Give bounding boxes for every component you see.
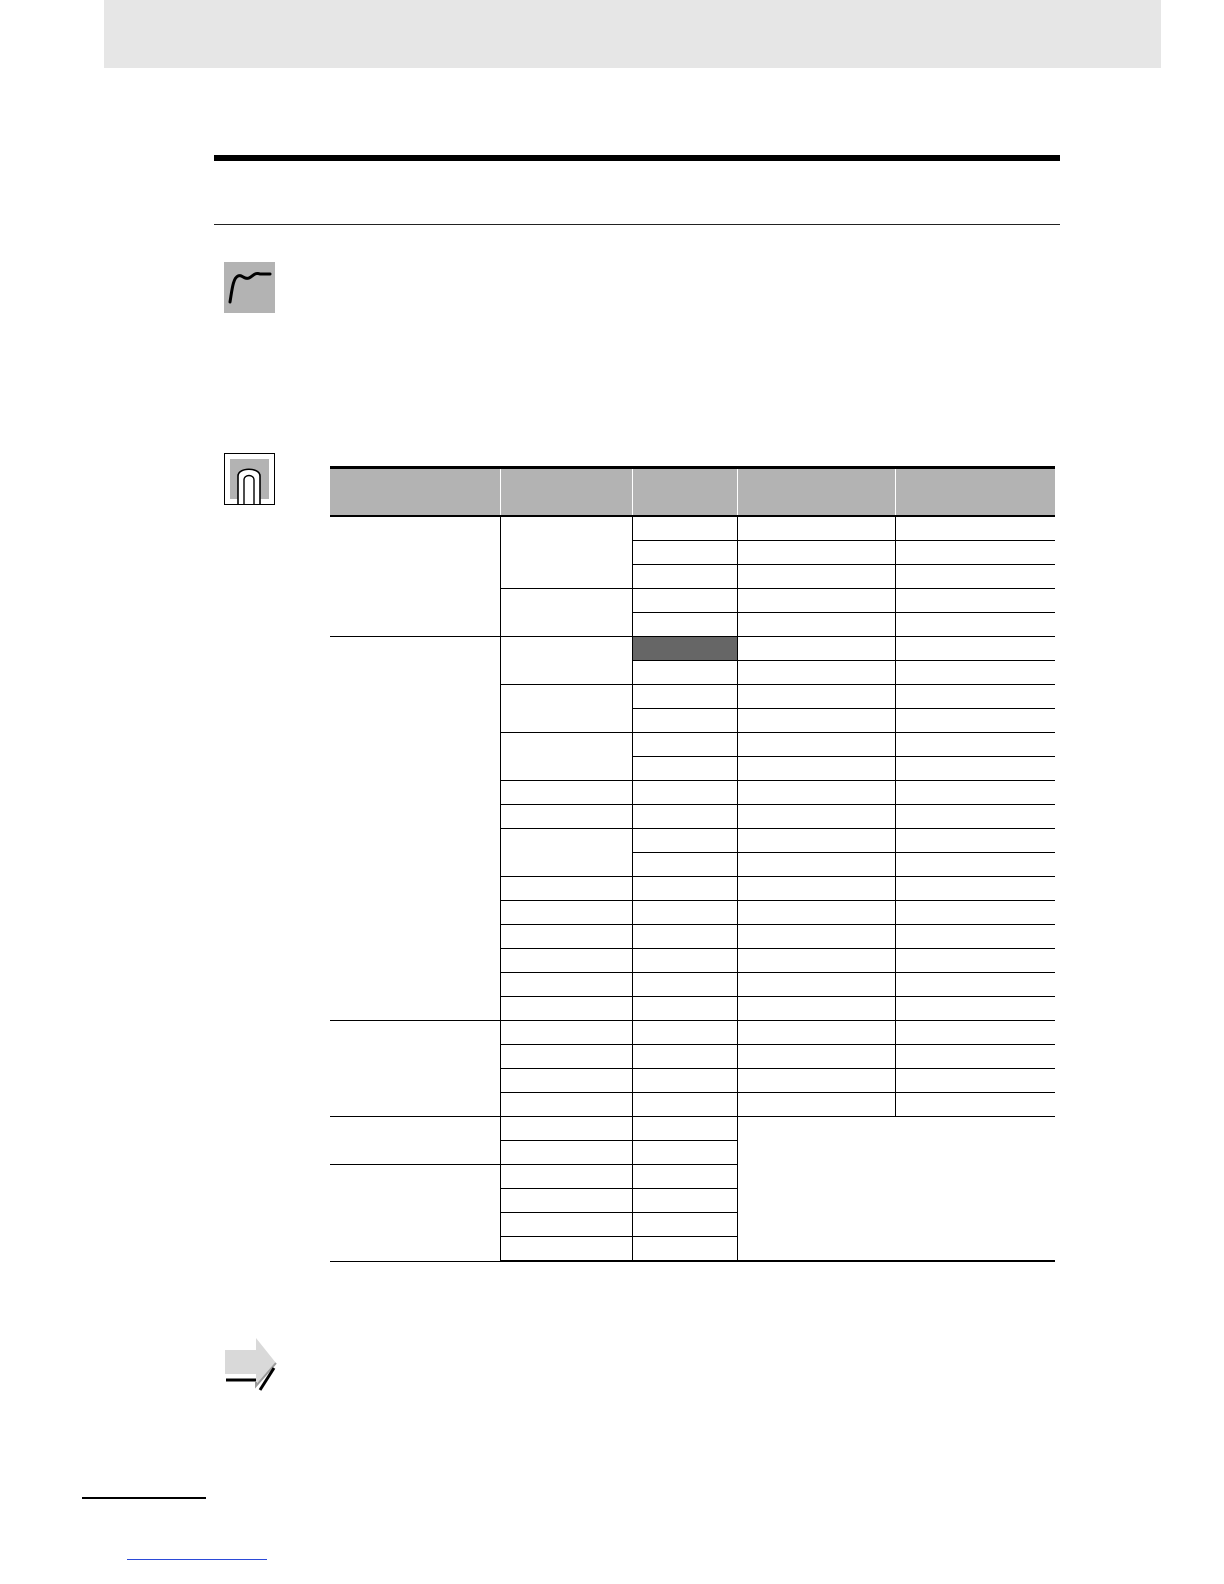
table-cell	[632, 781, 737, 805]
table-cell	[500, 589, 632, 637]
table-cell	[632, 709, 737, 733]
table-cell	[632, 541, 737, 565]
table-cell	[895, 925, 1055, 949]
table-cell	[737, 1045, 895, 1069]
table-cell	[632, 925, 737, 949]
table-cell	[737, 709, 895, 733]
table-cell	[737, 901, 895, 925]
table-cell	[500, 901, 632, 925]
table-cell	[330, 637, 500, 1021]
table-cell	[737, 781, 895, 805]
table-cell	[500, 1093, 632, 1117]
table-cell	[737, 661, 895, 685]
page-header-band	[104, 0, 1161, 68]
table-cell	[737, 1093, 895, 1117]
table-cell	[737, 829, 895, 853]
highlighted-cell	[632, 637, 737, 661]
table-cell	[895, 973, 1055, 997]
table-cell	[330, 1117, 500, 1165]
table-cell	[737, 877, 895, 901]
table-cell	[632, 997, 737, 1021]
table-cell	[632, 1213, 737, 1237]
table-cell	[895, 613, 1055, 637]
waveform-icon	[224, 262, 275, 313]
table-cell	[500, 781, 632, 805]
table-cell	[895, 1069, 1055, 1093]
table-header-cell	[632, 468, 737, 517]
footer-link-underline[interactable]	[127, 1559, 267, 1560]
table-cell	[632, 805, 737, 829]
table-cell	[895, 589, 1055, 613]
table-cell	[500, 973, 632, 997]
arrow-reference-icon	[222, 1336, 278, 1392]
table-cell	[895, 1045, 1055, 1069]
table-cell	[737, 565, 895, 589]
table-cell	[895, 805, 1055, 829]
table-cell	[500, 1141, 632, 1165]
table-cell	[895, 1021, 1055, 1045]
table-cell	[895, 685, 1055, 709]
table-cell	[632, 1069, 737, 1093]
table-cell	[737, 1069, 895, 1093]
table-cell	[632, 853, 737, 877]
table-cell	[737, 997, 895, 1021]
table-cell	[895, 853, 1055, 877]
table-cell	[895, 901, 1055, 925]
table-cell	[632, 877, 737, 901]
table-cell	[737, 757, 895, 781]
table-cell	[737, 733, 895, 757]
merged-cell	[737, 1117, 1055, 1262]
table-cell	[632, 1093, 737, 1117]
section-heading-rule	[214, 155, 1060, 161]
table-cell	[330, 1021, 500, 1117]
table-cell	[895, 997, 1055, 1021]
table-cell	[632, 1117, 737, 1141]
table-cell	[500, 829, 632, 877]
table-header-row	[330, 468, 1055, 517]
table-cell	[632, 1045, 737, 1069]
table-cell	[895, 541, 1055, 565]
table-cell	[632, 516, 737, 541]
table-cell	[895, 757, 1055, 781]
table-cell	[632, 757, 737, 781]
table-cell	[500, 925, 632, 949]
table-row	[330, 637, 1055, 661]
table-cell	[500, 1045, 632, 1069]
table-cell	[632, 661, 737, 685]
table-cell	[500, 516, 632, 589]
table-cell	[500, 1069, 632, 1093]
table-cell	[895, 637, 1055, 661]
table-cell	[737, 685, 895, 709]
table-cell	[737, 925, 895, 949]
table-row	[330, 1021, 1055, 1045]
table-cell	[632, 613, 737, 637]
table-cell	[500, 1165, 632, 1189]
section-divider	[214, 224, 1060, 225]
table-cell	[737, 853, 895, 877]
table-cell	[632, 1021, 737, 1045]
finger-press-icon	[224, 453, 275, 505]
table-cell	[632, 733, 737, 757]
table-cell	[632, 565, 737, 589]
table-header-cell	[895, 468, 1055, 517]
table-cell	[500, 685, 632, 733]
table-cell	[632, 949, 737, 973]
table-cell	[632, 973, 737, 997]
table-cell	[895, 733, 1055, 757]
table-cell	[737, 973, 895, 997]
table-cell	[500, 733, 632, 781]
table-cell	[895, 781, 1055, 805]
table-cell	[895, 949, 1055, 973]
table-cell	[500, 997, 632, 1021]
table-cell	[330, 1165, 500, 1262]
table-cell	[632, 1141, 737, 1165]
table-cell	[632, 829, 737, 853]
table-row	[330, 516, 1055, 541]
table-cell	[737, 805, 895, 829]
table-header-cell	[330, 468, 500, 517]
table-cell	[500, 1021, 632, 1045]
table-cell	[500, 1237, 632, 1262]
table-cell	[632, 1165, 737, 1189]
table-row	[330, 1117, 1055, 1141]
footer-rule	[82, 1497, 206, 1499]
table-cell	[500, 805, 632, 829]
table-cell	[632, 589, 737, 613]
table-cell	[895, 1093, 1055, 1117]
table-cell	[737, 1021, 895, 1045]
table-cell	[737, 613, 895, 637]
table-cell	[737, 589, 895, 613]
table-cell	[330, 516, 500, 637]
table-cell	[500, 877, 632, 901]
table-cell	[737, 637, 895, 661]
table-cell	[895, 829, 1055, 853]
parameter-table	[330, 466, 1055, 1262]
table-header-cell	[737, 468, 895, 517]
table-cell	[895, 709, 1055, 733]
table-cell	[895, 877, 1055, 901]
table-cell	[895, 661, 1055, 685]
table-cell	[632, 901, 737, 925]
table-cell	[500, 949, 632, 973]
table-cell	[737, 541, 895, 565]
table-header-cell	[500, 468, 632, 517]
table-cell	[500, 1213, 632, 1237]
table-cell	[895, 565, 1055, 589]
table-cell	[500, 1189, 632, 1213]
table-cell	[895, 516, 1055, 541]
table-cell	[737, 949, 895, 973]
table-cell	[632, 685, 737, 709]
table-cell	[632, 1237, 737, 1262]
table-cell	[500, 1117, 632, 1141]
table-cell	[632, 1189, 737, 1213]
table-cell	[737, 516, 895, 541]
table-cell	[500, 637, 632, 685]
